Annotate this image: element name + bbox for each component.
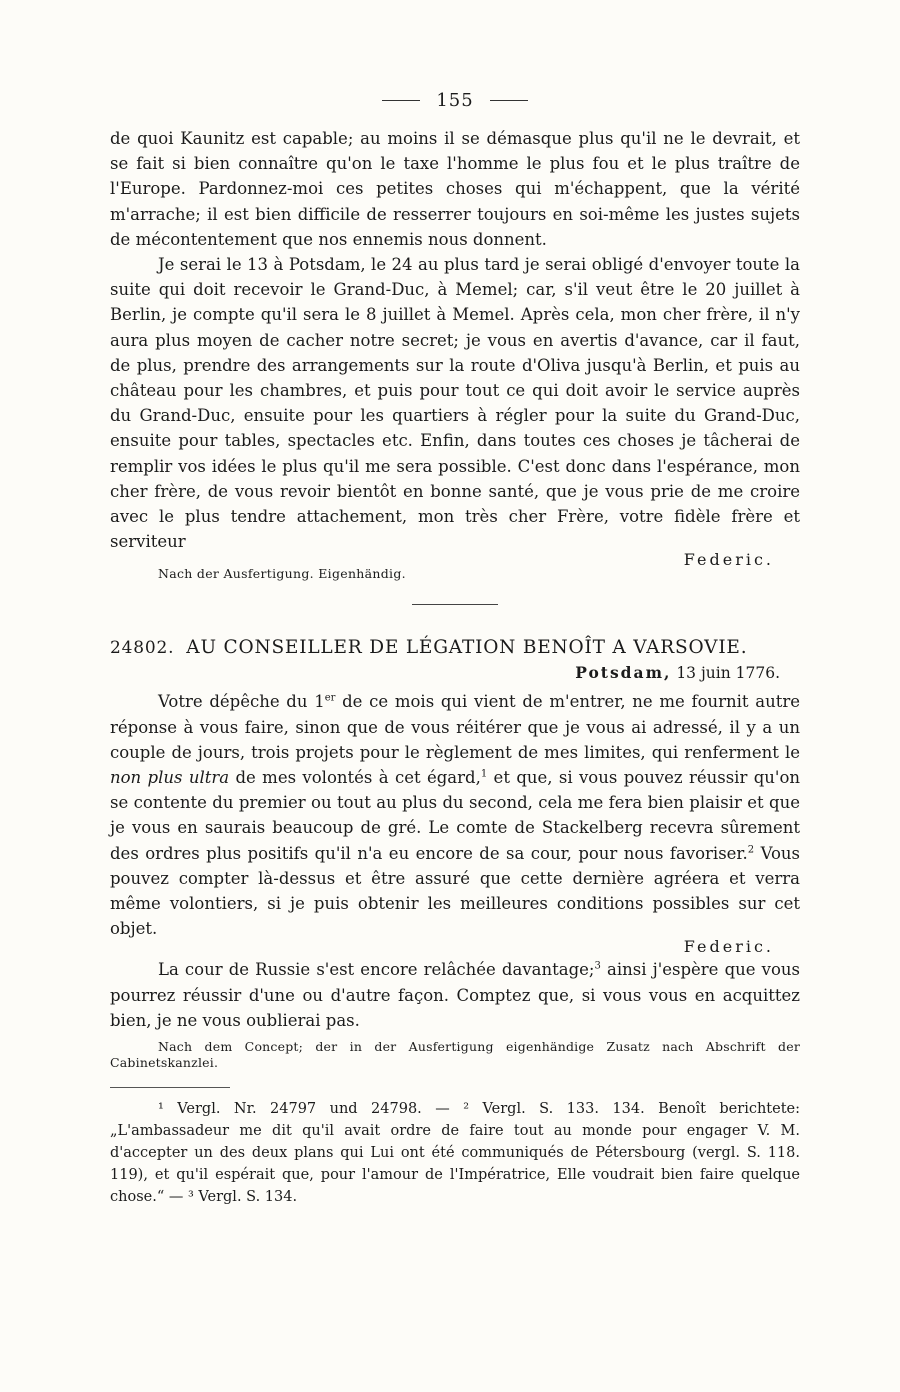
letter2-paragraph-1 bbox=[110, 689, 800, 941]
letter-date: 13 juin 1776. bbox=[676, 664, 780, 683]
letter-recipient: AU CONSEILLER DE LÉGATION BENOÎT A VARSOVIE. bbox=[186, 637, 748, 659]
footnote-separator bbox=[110, 1087, 230, 1088]
letter1-source-note: Nach der Ausfertigung. Eigenhändig. bbox=[158, 566, 406, 582]
letter-place: Potsdam, bbox=[575, 663, 672, 683]
p2-text-2: ainsi j'espère que vous pourrez réussir d'une ou d'autre façon. Comptez que, si vous vous en acquittez bien, je ne vous oublierai pas. bbox=[110, 960, 800, 1030]
letter2-source-note: Nach dem Concept; der in der Ausfertigung eigenhändige Zusatz nach Abschrift der Cabinetskanzlei. bbox=[110, 1039, 800, 1071]
footnote-ref-2: 2 bbox=[747, 844, 755, 856]
letter1-paragraph-1: de quoi Kaunitz est capable; au moins il se démasque plus qu'il ne le devrait, et se fait si bien connaître qu'on le taxe l'homme le plus fou et le plus traître de l'Europe. Pardonnez-moi ces petites choses qui m'échappent, que la vérité m'arrache; il est bien difficile de resserrer toujours en soi-même les justes sujets de mécontentement que nos ennemis nous donnent. bbox=[110, 129, 800, 249]
letter2-paragraph-2 bbox=[110, 957, 800, 1033]
p1-text-5: Vous pouvez compter là-dessus et être assuré que cette dernière agréera et verra même volontiers, si je puis obtenir les meilleures conditions possibles sur cet objet. bbox=[110, 843, 800, 939]
letter1-paragraph-2: Je serai le 13 à Potsdam, le 24 au plus tard je serai obligé d'envoyer toute la suite qui doit recevoir le Grand-Duc, à Memel; car, s'il veut être le 20 juillet à Berlin, je compte qu'il sera le 8 juillet à Memel. Après cela, mon cher frère, il n'y aura plus moyen de cacher notre secret; je vous en avertis d'avance, car il faut, de plus, prendre des arrangements sur la route d'Oliva jusqu'à Berlin, et puis au château pour les chambres, et puis pour tout ce qui doit avoir le service auprès du Grand-Duc, ensuite pour les quartiers à régler pour la suite du Grand-Duc, ensuite pour tables, spectacles etc. Enfin, dans toutes ces choses je tâcherai de remplir vos idées le plus qu'il me sera possible. C'est donc dans l'espérance, mon cher frère, de vous revoir bientôt en bonne santé, que je vous prie de me croire avec le plus tendre attachement, mon très cher Frère, votre fidèle frère et serviteur bbox=[110, 255, 800, 552]
page-number: 155 bbox=[436, 89, 474, 111]
letter-continuation bbox=[110, 126, 800, 582]
header-dash-right bbox=[490, 100, 528, 101]
page-header bbox=[110, 80, 800, 120]
p1-text-3: de mes volontés à cet égard, bbox=[229, 768, 481, 788]
footnotes: ¹ Vergl. Nr. 24797 und 24798. — ² Vergl. S. 133. 134. Benoît berichtete: „L'ambassadeur me dit qu'il avait ordre de faire tout au monde pour engager V. M. d'accepter un des deux plans qui Lui ont été communiqués de Pétersbourg (vergl. S. 118. 119), et qu'il espérait que, pour l'amour de l'Impératrice, Elle voudrait bien faire quelque chose.“ — ³ Vergl. S. 134. bbox=[110, 1101, 800, 1206]
letter-heading bbox=[110, 635, 800, 661]
p2-text-1: La cour de Russie s'est encore relâchée davantage; bbox=[158, 960, 595, 980]
p1-text-1: Votre dépêche du 1 bbox=[158, 692, 325, 712]
footnote-ref-1: 1 bbox=[480, 768, 488, 780]
p1-text-2: de ce mois qui vient de m'entrer, ne me fournit autre réponse à vous faire, sinon que de vous réitérer que je vous ai adressé, il y a un couple de jours, trois projets pour le règlement de mes limites, qui renferment le bbox=[110, 692, 801, 762]
section-separator bbox=[412, 604, 498, 605]
letter1-signature: Federic. bbox=[683, 550, 774, 570]
place-date bbox=[110, 661, 800, 685]
letter2-signature: Federic. bbox=[683, 937, 774, 957]
p1-superscript-er: er bbox=[324, 692, 336, 704]
footnote-ref-3: 3 bbox=[594, 960, 601, 972]
letter-24802 bbox=[110, 635, 800, 1071]
p1-italic-phrase: non plus ultra bbox=[110, 768, 230, 788]
header-dash-left bbox=[382, 100, 420, 101]
letter-number: 24802. bbox=[110, 638, 175, 659]
p1-text-4: et que, si vous pouvez réussir qu'on se contente du premier ou tout au plus du second, cela me fera bien plaisir et que je vous en saurais beaucoup de gré. Le comte de Stackelberg recevra sûrement des ordres plus positifs qu'il n'a eu encore de sa cour, pour nous favoriser. bbox=[110, 768, 801, 863]
book-page bbox=[110, 80, 800, 1208]
